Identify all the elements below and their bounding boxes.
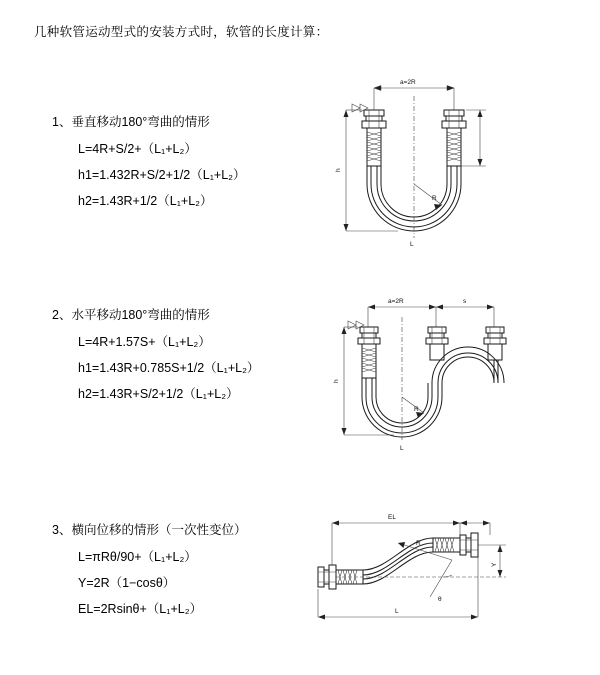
left-flange-3 bbox=[318, 565, 336, 589]
section-2-formula-3: h2=1.43R+S/2+1/2（L₁+L₂） bbox=[78, 387, 239, 401]
figure-horizontal-180-bend bbox=[318, 285, 538, 465]
dim-a-2r-2 bbox=[368, 298, 436, 327]
section-2-title: 2、水平移动180°弯曲的情形 bbox=[52, 308, 210, 322]
dim-s bbox=[436, 298, 494, 327]
svg-text:R: R bbox=[432, 195, 437, 202]
svg-text:h: h bbox=[335, 168, 342, 172]
section-1-title: 1、垂直移动180°弯曲的情形 bbox=[52, 115, 210, 129]
dim-radius-r-2 bbox=[402, 397, 424, 418]
section-3-formula-1: L=πRθ/90+（L₁+L₂） bbox=[78, 550, 197, 564]
figure-lateral-displacement bbox=[300, 505, 550, 640]
svg-text:R: R bbox=[416, 540, 421, 547]
right-hose-braid bbox=[447, 128, 461, 166]
dim-radius-r bbox=[414, 184, 442, 210]
right-hose-braid-3 bbox=[433, 538, 460, 552]
svg-text:s: s bbox=[463, 298, 467, 305]
section-2-text bbox=[52, 305, 259, 410]
u-bend-tubes-2 bbox=[362, 347, 504, 437]
label-l bbox=[410, 241, 414, 248]
section-1-formula-2: h1=1.432R+S/2+1/2（L₁+L₂） bbox=[78, 168, 246, 182]
section-3-title: 3、横向位移的情形（一次性变位） bbox=[52, 523, 247, 537]
svg-text:a=2R: a=2R bbox=[400, 79, 416, 86]
right-flange-top-2 bbox=[484, 327, 506, 360]
right-flange-top bbox=[442, 110, 466, 128]
section-2-formula-1: L=4R+1.57S+（L₁+L₂） bbox=[78, 335, 211, 349]
dim-h-right bbox=[461, 110, 486, 166]
svg-text:L: L bbox=[395, 608, 399, 615]
svg-text:h: h bbox=[333, 379, 340, 383]
section-2-formula-2: h1=1.43R+0.785S+1/2（L₁+L₂） bbox=[78, 361, 260, 375]
svg-text:L: L bbox=[410, 241, 414, 248]
left-hose-braid bbox=[367, 128, 381, 166]
svg-text:Y: Y bbox=[491, 562, 498, 567]
left-hose-braid-2 bbox=[362, 344, 376, 378]
figure-vertical-180-bend bbox=[318, 66, 538, 266]
section-1-text bbox=[52, 112, 246, 217]
dim-a-2r bbox=[374, 79, 454, 110]
label-l-2: L bbox=[400, 445, 404, 452]
section-1-formula-3: h2=1.43R+1/2（L₁+L₂） bbox=[78, 194, 213, 208]
right-flange-3 bbox=[460, 533, 478, 557]
page-title: 几种软管运动型式的安装方式时，软管的长度计算： bbox=[34, 25, 329, 39]
section-3-text bbox=[52, 520, 246, 625]
svg-text:R: R bbox=[414, 406, 419, 413]
svg-text:a=2R: a=2R bbox=[388, 298, 404, 305]
section-3-formula-2: Y=2R（1−cosθ） bbox=[78, 576, 176, 590]
section-3-formula-3: EL=2Rsinθ+（L₁+L₂） bbox=[78, 602, 203, 616]
section-1-formula-1: L=4R+S/2+（L₁+L₂） bbox=[78, 142, 197, 156]
left-flange-top bbox=[362, 110, 386, 128]
svg-text:θ: θ bbox=[438, 596, 442, 603]
left-flange-top-2 bbox=[358, 327, 380, 344]
svg-text:EL: EL bbox=[388, 514, 396, 521]
dim-l-3 bbox=[318, 557, 478, 620]
